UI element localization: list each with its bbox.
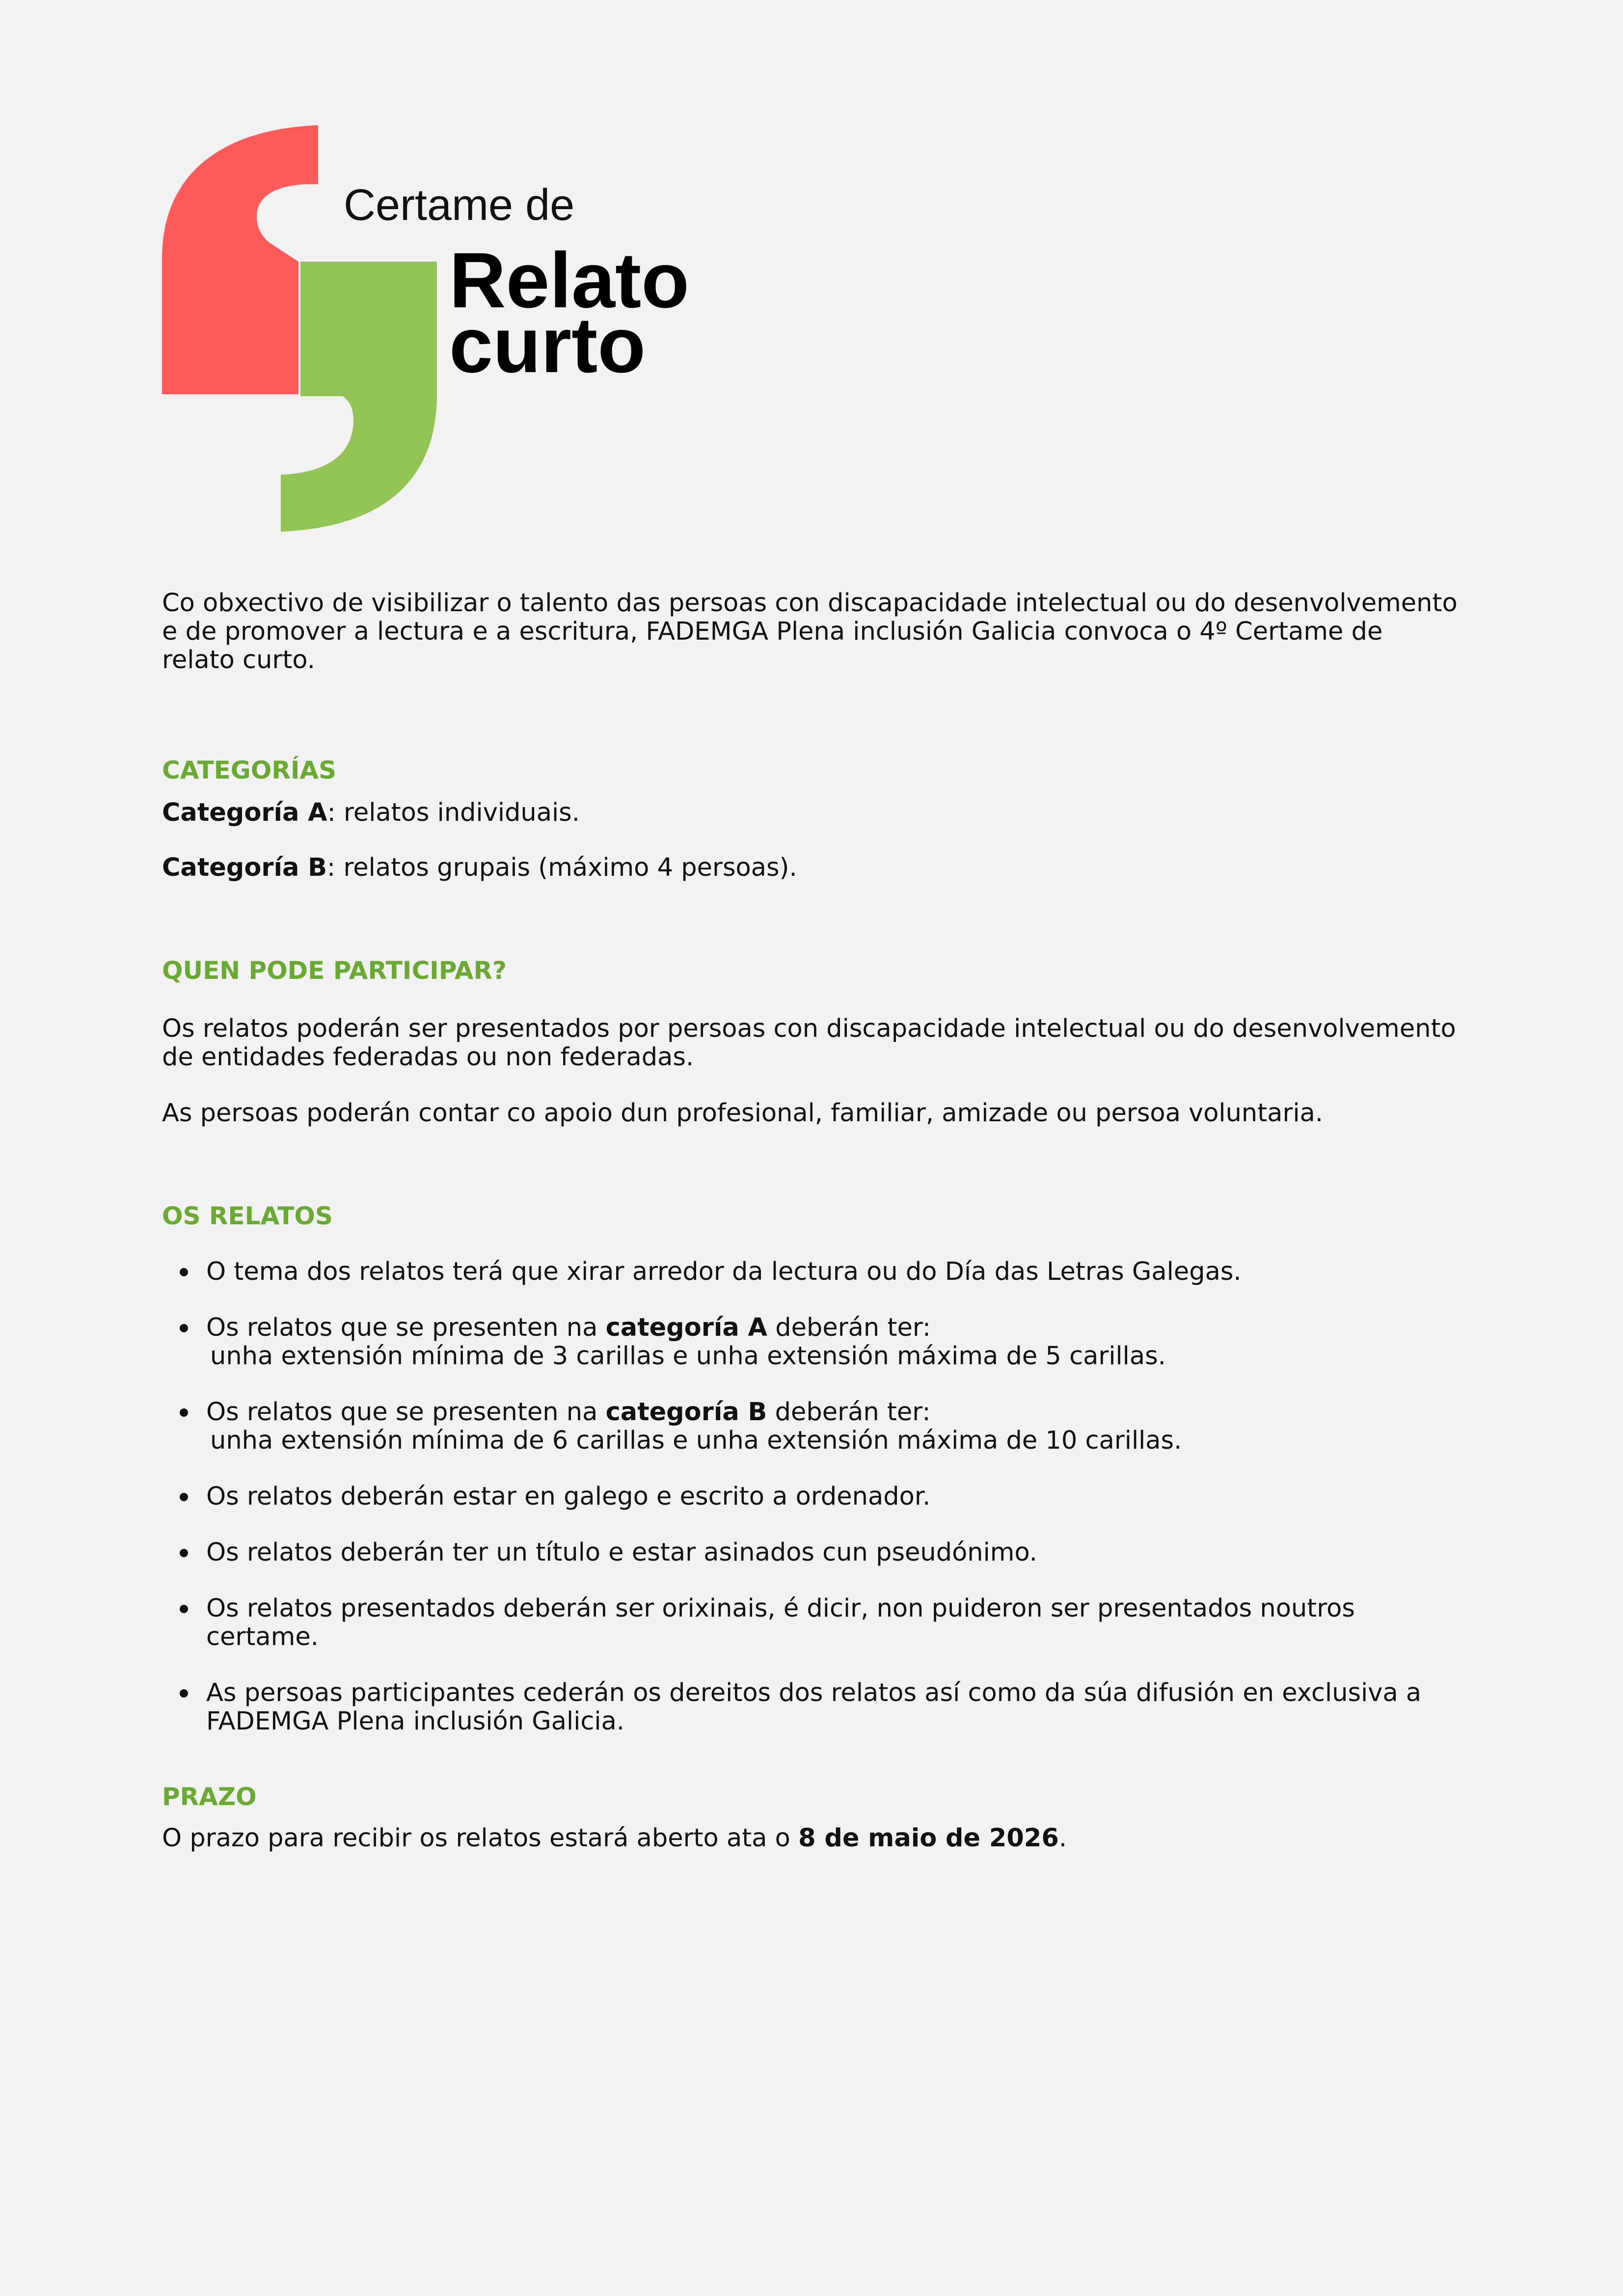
prazo-line (162, 1824, 1458, 1853)
list-item-text: Os relatos deberán estar en galego e escrito a ordenador. (206, 1482, 931, 1511)
quen-heading: QUEN PODE PARTICIPAR? (162, 956, 507, 985)
list-item (162, 1539, 1458, 1567)
list-item-text: O tema dos relatos terá que xirar arredor da lectura ou do Día das Letras Galegas. (206, 1257, 1242, 1286)
categoria-b-line (162, 854, 1458, 882)
categoria-a-line (162, 799, 1458, 827)
intro-paragraph: Co obxectivo de visibilizar o talento das persoas con discapacidade intelectual ou do desenvolvemento e de promover a lectura e a escritura, FADEMGA Plena inclusión Galicia convoca o 4º Certame de relato curto. (162, 589, 1458, 675)
list-item-text: As persoas participantes cederán os dereitos dos relatos así como da súa difusión en exclusiva a FADEMGA Plena inclusión Galicia. (206, 1678, 1422, 1736)
list-item (162, 1483, 1458, 1511)
relatos-section (162, 1201, 1458, 1736)
list-item-text-post: deberán ter: (767, 1398, 931, 1427)
list-item (162, 1679, 1458, 1736)
prazo-heading: PRAZO (162, 1783, 257, 1811)
list-item (162, 1594, 1458, 1651)
list-item-subline: unha extensión mínima de 6 carillas e unha extensión máxima de 10 carillas. (210, 1426, 1182, 1455)
prazo-text-pre: O prazo para recibir os relatos estará aberto ata o (162, 1824, 799, 1853)
list-item-bold: categoría A (605, 1313, 767, 1342)
list-item-subline: unha extensión mínima de 3 carillas e unha extensión máxima de 5 carillas. (210, 1342, 1166, 1371)
prazo-date: 8 de maio de 2026 (798, 1824, 1059, 1853)
quen-paragraph-1: Os relatos poderán ser presentados por persoas con discapacidade intelectual ou do desenvolvemento de entidades federadas ou non federadas. (162, 1014, 1456, 1072)
list-item-text-pre: Os relatos que se presenten na (206, 1398, 606, 1427)
bullet-icon (180, 1408, 188, 1417)
relatos-list (162, 1258, 1458, 1736)
categoria-b-text: : relatos grupais (máximo 4 persoas). (327, 853, 797, 882)
categoria-a-text: : relatos individuais. (327, 798, 580, 827)
categoria-b-label: Categoría B (162, 853, 327, 882)
categorias-section (162, 756, 1458, 882)
bullet-icon (180, 1324, 188, 1332)
document-body (162, 589, 1458, 1853)
green-comma-shape (281, 262, 437, 532)
red-quote-shape (162, 125, 318, 394)
bullet-icon (180, 1493, 188, 1501)
logo-title (449, 236, 689, 389)
list-item (162, 1398, 1458, 1455)
prazo-text-post: . (1058, 1824, 1067, 1853)
list-item-text-pre: Os relatos que se presenten na (206, 1313, 606, 1342)
bullet-icon (180, 1689, 188, 1698)
list-item-text: Os relatos presentados deberán ser orixinais, é dicir, non puideron ser presentados noutros certame. (206, 1594, 1355, 1651)
categorias-heading: CATEGORÍAS (162, 756, 337, 784)
categoria-a-label: Categoría A (162, 798, 327, 827)
list-item-text: Os relatos deberán ter un título e estar asinados cun pseudónimo. (206, 1538, 1037, 1567)
logo-title-line1: Relato (449, 236, 689, 324)
quen-section (162, 956, 1458, 1128)
certame-logo (162, 125, 751, 533)
logo-pre-title: Certame de (344, 181, 575, 230)
bullet-icon (180, 1549, 188, 1557)
list-item (162, 1314, 1458, 1371)
list-item (162, 1258, 1458, 1286)
bullet-icon (180, 1605, 188, 1613)
list-item-text-post: deberán ter: (767, 1313, 931, 1342)
quen-paragraph-2: As persoas poderán contar co apoio dun profesional, familiar, amizade ou persoa voluntaria. (162, 1099, 1324, 1128)
list-item-bold: categoría B (605, 1398, 767, 1427)
prazo-section (162, 1782, 1458, 1853)
bullet-icon (180, 1268, 188, 1276)
logo-title-line2: curto (449, 301, 646, 389)
relatos-heading: OS RELATOS (162, 1202, 333, 1230)
